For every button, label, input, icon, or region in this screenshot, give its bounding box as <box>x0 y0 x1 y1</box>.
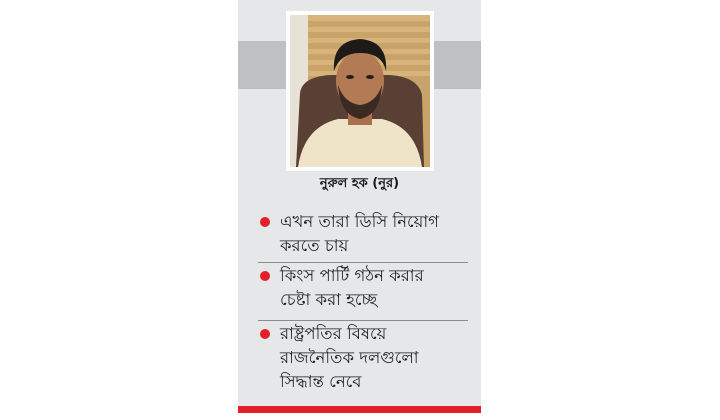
list-item <box>258 322 472 394</box>
bullet-text-line: কিংস পার্টি গঠন করার <box>280 266 424 285</box>
divider <box>258 320 468 321</box>
list-item <box>258 264 472 316</box>
bottom-accent-rule <box>238 406 481 413</box>
photo-caption: নুরুল হক (নুর) <box>319 176 400 191</box>
portrait-photo <box>286 11 434 171</box>
bullet-text-line: রাজনৈতিক দলগুলো <box>280 348 419 367</box>
list-item <box>258 210 472 261</box>
bullet-list <box>258 210 472 394</box>
bullet-text-line: চেষ্টা করা হচ্ছে <box>280 290 378 309</box>
bullet-text-line: রাষ্ট্রপতির বিষয়ে <box>280 324 387 343</box>
bullet-text-line: করতে চায় <box>280 236 349 255</box>
bullet-text-line: সিদ্ধান্ত নেবে <box>280 372 362 391</box>
bullet-text-line: এখন তারা ডিসি নিয়োগ <box>280 212 439 231</box>
divider <box>258 262 468 263</box>
bullet-dot-icon <box>260 271 270 281</box>
bullet-dot-icon <box>260 329 270 339</box>
bullet-dot-icon <box>260 217 270 227</box>
